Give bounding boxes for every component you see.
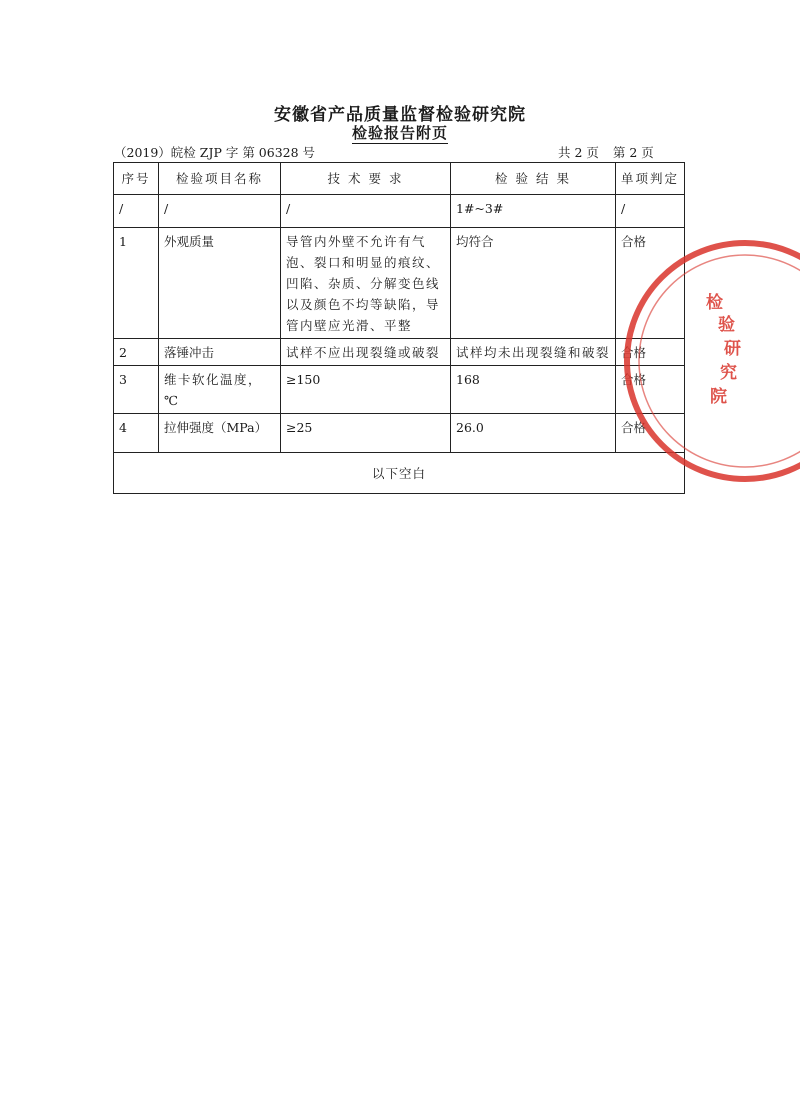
cell-verdict: 合格 [616,366,685,414]
table-row [114,366,685,414]
cell-result: 均符合 [451,228,616,339]
table-footer-row [114,453,685,494]
col-header-verdict: 单项判定 [616,163,685,195]
seal-text: 检 验 研 究 院 [706,293,741,407]
page-info [558,143,654,161]
cell-result: 26.0 [451,414,616,453]
cell-verdict: / [616,195,685,228]
total-pages: 共 2 页 [558,145,599,160]
col-header-result: 检 验 结 果 [451,163,616,195]
cell-verdict: 合格 [616,414,685,453]
page-number: 第 2 页 [612,145,654,160]
inspection-table [113,162,685,494]
cell-item: 落锤冲击 [159,339,281,366]
doc-title [0,122,800,143]
cell-requirement: 试样不应出现裂缝或破裂 [281,339,451,366]
cell-requirement: 导管内外壁不允许有气泡、裂口和明显的痕纹、凹陷、杂质、分解变色线以及颜色不均等缺陷，导管内壁应光滑、平整 [281,228,451,339]
cell-result: 1#~3# [451,195,616,228]
table-header-row [114,163,685,195]
doc-title-text: 检验报告附页 [351,124,448,142]
report-number: （2019）皖检 ZJP 字 第 06328 号 [114,145,316,160]
cell-result: 试样均未出现裂缝和破裂 [451,339,616,366]
org-title: 安徽省产品质量监督检验研究院 [274,105,526,125]
col-header-no: 序号 [114,163,159,195]
cell-no: 2 [114,339,159,366]
cell-item: 外观质量 [159,228,281,339]
cell-item: / [159,195,281,228]
cell-requirement: ≥25 [281,414,451,453]
cell-requirement: ≥150 [281,366,451,414]
blank-note: 以下空白 [114,453,685,494]
cell-item: 维卡软化温度，℃ [159,366,281,414]
table-row [114,195,685,228]
cell-verdict: 合格 [616,228,685,339]
cell-result: 168 [451,366,616,414]
cell-verdict: 合格 [616,339,685,366]
cell-requirement: / [281,195,451,228]
cell-item: 拉伸强度（MPa） [159,414,281,453]
col-header-item: 检验项目名称 [159,163,281,195]
table-row [114,414,685,453]
cell-no: 3 [114,366,159,414]
cell-no: 1 [114,228,159,339]
cell-no: / [114,195,159,228]
cell-no: 4 [114,414,159,453]
table-row [114,339,685,366]
col-header-requirement: 技 术 要 求 [281,163,451,195]
table-row [114,228,685,339]
